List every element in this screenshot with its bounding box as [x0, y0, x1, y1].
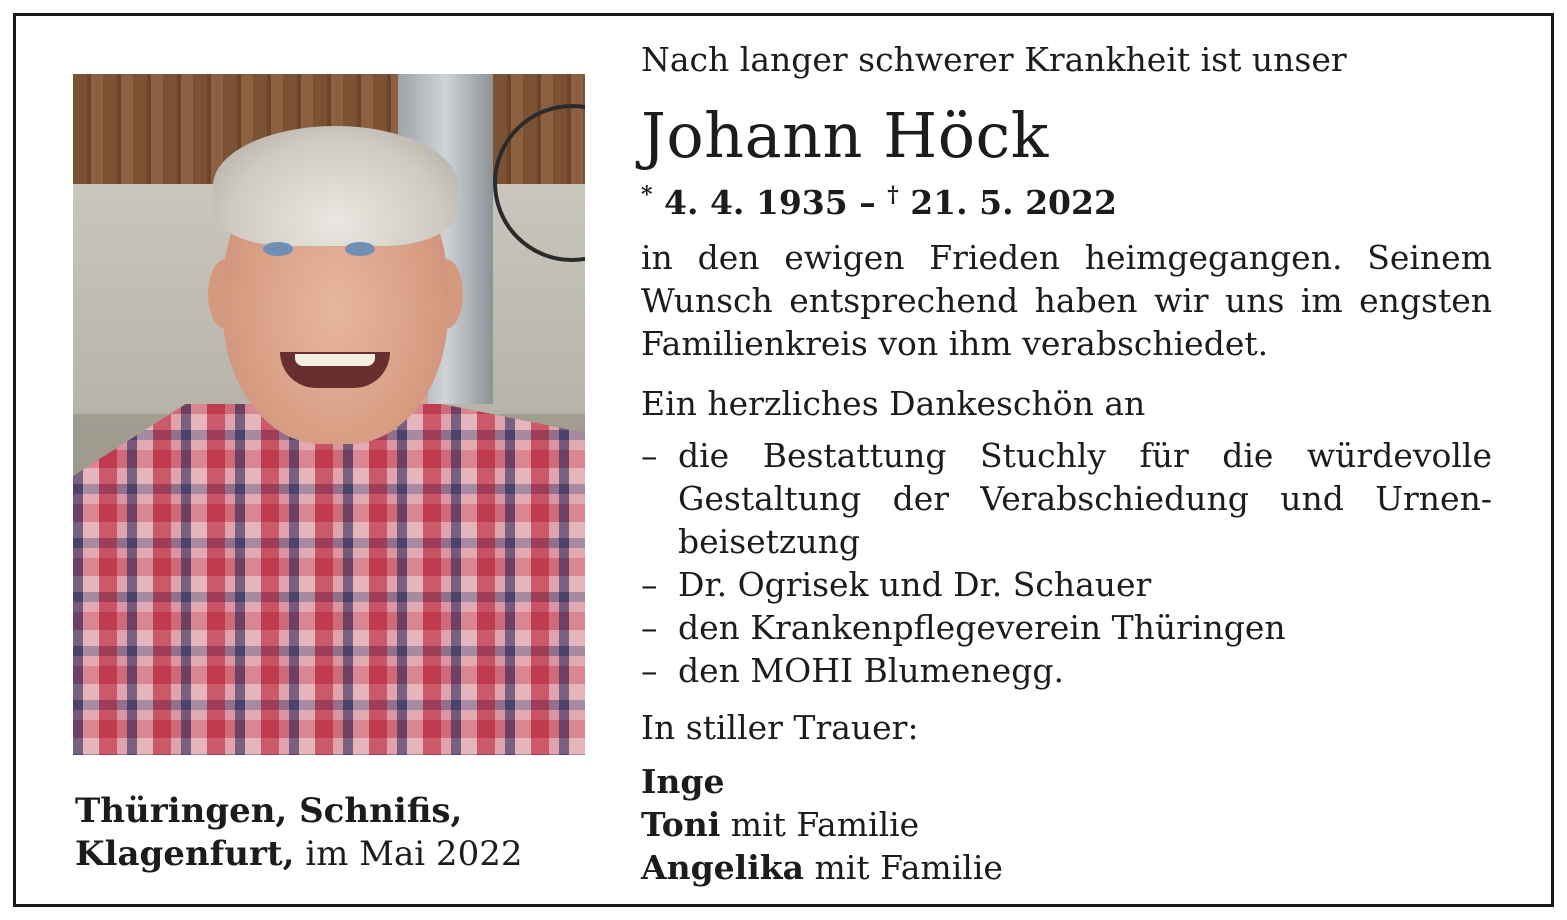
- family-member: [641, 760, 1492, 803]
- list-item: [641, 563, 1492, 606]
- family-member-suffix: mit Familie: [720, 805, 920, 844]
- death-symbol: †: [887, 182, 899, 208]
- dash-bullet: –: [641, 651, 658, 690]
- thanks-list: [641, 434, 1492, 692]
- list-item: [641, 606, 1492, 649]
- deceased-name: Johann Höck: [641, 99, 1049, 172]
- death-date: 21. 5. 2022: [898, 183, 1117, 222]
- place-date: im Mai 2022: [294, 834, 523, 874]
- place-line-2: [75, 833, 522, 876]
- list-item: [641, 649, 1492, 692]
- birth-symbol: *: [641, 182, 653, 208]
- dash-bullet: –: [641, 565, 658, 604]
- family-member-name: Angelika: [641, 848, 804, 887]
- place-city: Klagenfurt,: [75, 834, 295, 874]
- life-dates: [641, 172, 1492, 226]
- photo-teeth: [295, 354, 375, 366]
- list-item-text: Dr. Ogrisek und Dr. Schauer: [678, 565, 1152, 604]
- family-list: [641, 760, 1492, 889]
- family-member: [641, 803, 1492, 846]
- place-line-1: Thüringen, Schnifis,: [75, 791, 463, 831]
- dash-bullet: –: [641, 608, 658, 647]
- mourning-heading: In stiller Trauer:: [641, 708, 919, 747]
- intro-text: Nach langer schwerer Krankheit ist unser: [641, 40, 1347, 79]
- portrait-photo: [73, 74, 585, 755]
- list-item: [641, 434, 1492, 563]
- photo-plaid-shirt: [73, 404, 585, 755]
- list-item-text: den MOHI Blumenegg.: [678, 651, 1064, 690]
- announcement-paragraph: in den ewigen Frieden heimgegangen. Seinem Wunsch entsprechend haben wir uns im engsten Familienkreis von ihm verabschiedet.: [641, 238, 1492, 363]
- place-and-date: [75, 790, 522, 876]
- list-item-text: die Bestattung Stuchly für die würdevolle Gestaltung der Verabschiedung und Urnen- beisetzung: [678, 436, 1492, 561]
- birth-date: 4. 4. 1935 –: [652, 183, 888, 222]
- list-item-text: den Krankenpflegeverein Thüringen: [678, 608, 1286, 647]
- family-member: [641, 846, 1492, 889]
- photo-hair: [213, 126, 458, 246]
- family-member-suffix: mit Familie: [804, 848, 1003, 887]
- dash-bullet: –: [641, 436, 658, 475]
- family-member-name: Inge: [641, 762, 725, 801]
- thanks-heading: Ein herzliches Dankeschön an: [641, 384, 1146, 423]
- family-member-name: Toni: [641, 805, 721, 844]
- photo-eye-left: [263, 242, 293, 256]
- photo-eye-right: [345, 242, 375, 256]
